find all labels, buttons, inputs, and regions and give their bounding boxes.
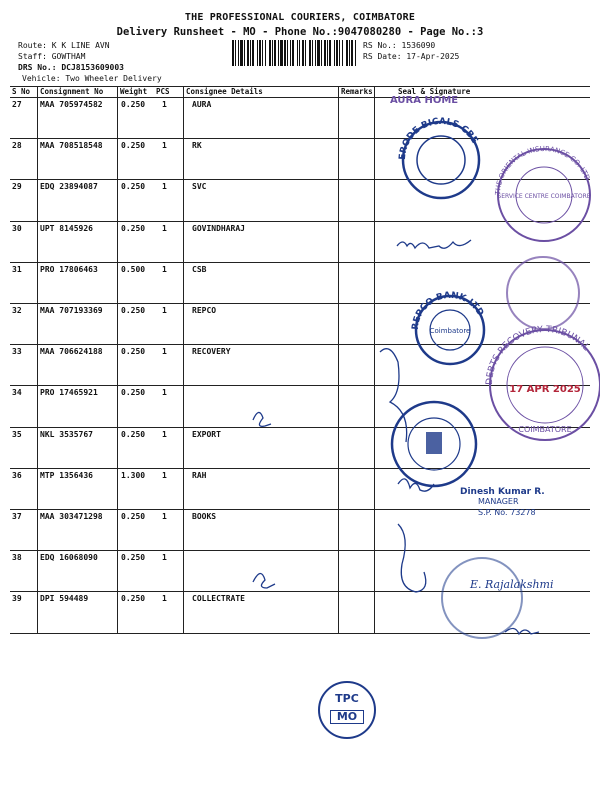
row-consignee: GOVINDHARAJ: [192, 223, 245, 233]
col-header-remarks: Remarks: [341, 87, 373, 96]
manager-stamp: [460, 487, 545, 517]
row-pcs: 1: [162, 470, 167, 480]
row-consignee: RECOVERY: [192, 347, 231, 357]
svg-text:THE ORIENTAL INSURANCE CO. LTD: THE ORIENTAL INSURANCE CO. LTD: [493, 144, 592, 196]
row-weight: 0.250: [121, 100, 146, 109]
col-header-pcs: PCS: [156, 87, 170, 96]
row-consignee: AURA: [192, 100, 212, 109]
signature-rajalakshmi: E. Rajalakshmi: [470, 578, 554, 591]
aura-home-stamp: AURA HOME: [390, 95, 459, 106]
row-weight: 0.250: [121, 306, 146, 315]
signature-row35: [253, 412, 271, 426]
row-consignee: CSB: [192, 264, 207, 274]
row-sno: 37: [12, 512, 22, 521]
row-consignment-no: NKL 3535767: [40, 429, 93, 439]
row-consignment-no: PRO 17465921: [40, 388, 98, 398]
row-sno: 28: [12, 141, 22, 151]
row-pcs: 1: [162, 553, 167, 563]
row-pcs: 1: [162, 264, 167, 274]
svg-text:MANAGER: MANAGER: [478, 497, 519, 506]
svg-text:ERODE BICALS CBE: ERODE BICALS CBE: [397, 116, 480, 161]
row-pcs: 1: [162, 100, 167, 109]
row-pcs: 1: [162, 512, 167, 521]
row-pcs: 1: [162, 594, 167, 604]
row-consignee: BOOKS: [192, 512, 217, 521]
row-pcs: 1: [162, 347, 167, 357]
debts-recovery-tribunal-seal: [485, 325, 600, 440]
row-consignment-no: MAA 705974582: [40, 100, 103, 109]
row-consignee: RAH: [192, 470, 207, 480]
staff-text: Staff: GOWTHAM: [18, 52, 86, 61]
svg-text:17 APR 2025: 17 APR 2025: [509, 384, 581, 395]
rs-date: RS Date: 17-Apr-2025: [363, 52, 460, 61]
row-weight: 0.250: [121, 594, 146, 604]
svg-text:DEBTS RECOVERY TRIBUNAL: DEBTS RECOVERY TRIBUNAL: [484, 324, 591, 386]
emblem-seal: [392, 402, 476, 486]
col-header-consignee: Consignee Details: [186, 87, 263, 96]
row-sno: 31: [12, 264, 22, 274]
tpc-mo-stamp: [318, 681, 376, 739]
row-pcs: 1: [162, 141, 167, 151]
svg-text:COIMBATORE: COIMBATORE: [518, 425, 572, 434]
svg-text:Dinesh Kumar R.: Dinesh Kumar R.: [460, 487, 545, 497]
svg-text:REPCO BANK LTD: REPCO BANK LTD: [410, 290, 486, 331]
col-header-consignment: Consignment No: [40, 87, 104, 96]
row-sno: 30: [12, 223, 22, 233]
row-consignee: RK: [192, 141, 202, 151]
route-text: Route: K K LINE AVN: [18, 41, 110, 50]
runsheet-subtitle: Delivery Runsheet - MO - Phone No.:9047080280 - Page No.:3: [116, 26, 484, 38]
row-sno: 36: [12, 470, 22, 480]
row-consignment-no: MTP 1356436: [40, 470, 93, 480]
row-pcs: 1: [162, 306, 167, 315]
row-consignee: SVC: [192, 182, 207, 192]
row-consignee: REPCO: [192, 306, 217, 315]
signature-row38b: [253, 573, 275, 588]
row-weight: 0.250: [121, 223, 146, 233]
svg-text:Coimbatore: Coimbatore: [429, 327, 471, 335]
erode-bicals-seal: [398, 117, 479, 198]
row-consignment-no: MAA 706624188: [40, 347, 103, 357]
signature-row30: [397, 240, 471, 248]
row-sno: 29: [12, 182, 22, 192]
row-sno: 34: [12, 388, 22, 398]
row-sno: 33: [12, 347, 22, 357]
oriental-insurance-seal: [494, 145, 591, 241]
row-sno: 27: [12, 100, 22, 109]
row-consignment-no: MAA 303471298: [40, 512, 103, 521]
col-header-seal-signature: Seal & Signature: [398, 87, 471, 96]
row-pcs: 1: [162, 223, 167, 233]
signature-row38: [398, 524, 426, 592]
tpc-stamp-line1: TPC: [335, 692, 359, 705]
signature-row33: [380, 349, 407, 442]
row-consignment-no: PRO 17806463: [40, 264, 98, 274]
svg-text:SERVICE CENTRE COIMBATORE: SERVICE CENTRE COIMBATORE: [497, 193, 591, 200]
row-weight: 0.250: [121, 512, 146, 521]
row-weight: 0.250: [121, 182, 146, 192]
row-consignee: COLLECTRATE: [192, 594, 245, 604]
row-sno: 32: [12, 306, 22, 315]
row-weight: 1.300: [121, 470, 146, 480]
row-consignee: EXPORT: [192, 429, 221, 439]
row-consignment-no: EDQ 16068090: [40, 553, 98, 563]
tpc-stamp-line2: MO: [330, 710, 364, 724]
row-consignment-no: EDQ 23894087: [40, 182, 98, 192]
faded-purple-seal: [507, 257, 579, 329]
drs-number: DRS No.: DCJ8153609003: [18, 63, 124, 72]
repco-bank-seal: [411, 291, 485, 364]
col-header-sno: S No: [12, 87, 31, 96]
row-weight: 0.250: [121, 429, 146, 439]
row-sno: 38: [12, 553, 22, 563]
row-consignment-no: MAA 707193369: [40, 306, 103, 315]
vehicle-text: Vehicle: Two Wheeler Delivery: [22, 74, 162, 83]
row-consignment-no: UPT 8145926: [40, 223, 93, 233]
svg-text:S.P. No. 73278: S.P. No. 73278: [478, 508, 536, 517]
company-title: THE PROFESSIONAL COURIERS, COIMBATORE: [184, 12, 416, 23]
row-pcs: 1: [162, 429, 167, 439]
row-weight: 0.250: [121, 553, 146, 563]
row-weight: 0.250: [121, 141, 146, 151]
row-consignment-no: MAA 708518548: [40, 141, 103, 151]
faded-blue-seal: [442, 558, 522, 638]
row-sno: 35: [12, 429, 22, 439]
rs-number: RS No.: 1536090: [363, 41, 436, 50]
row-consignment-no: DPI 594489: [40, 594, 89, 604]
signature-row39: [505, 628, 539, 634]
col-header-weight: Weight: [120, 87, 148, 96]
row-pcs: 1: [162, 388, 167, 398]
row-weight: 0.250: [121, 388, 146, 398]
row-pcs: 1: [162, 182, 167, 192]
row-weight: 0.500: [121, 264, 146, 274]
row-sno: 39: [12, 594, 22, 604]
row-weight: 0.250: [121, 347, 146, 357]
